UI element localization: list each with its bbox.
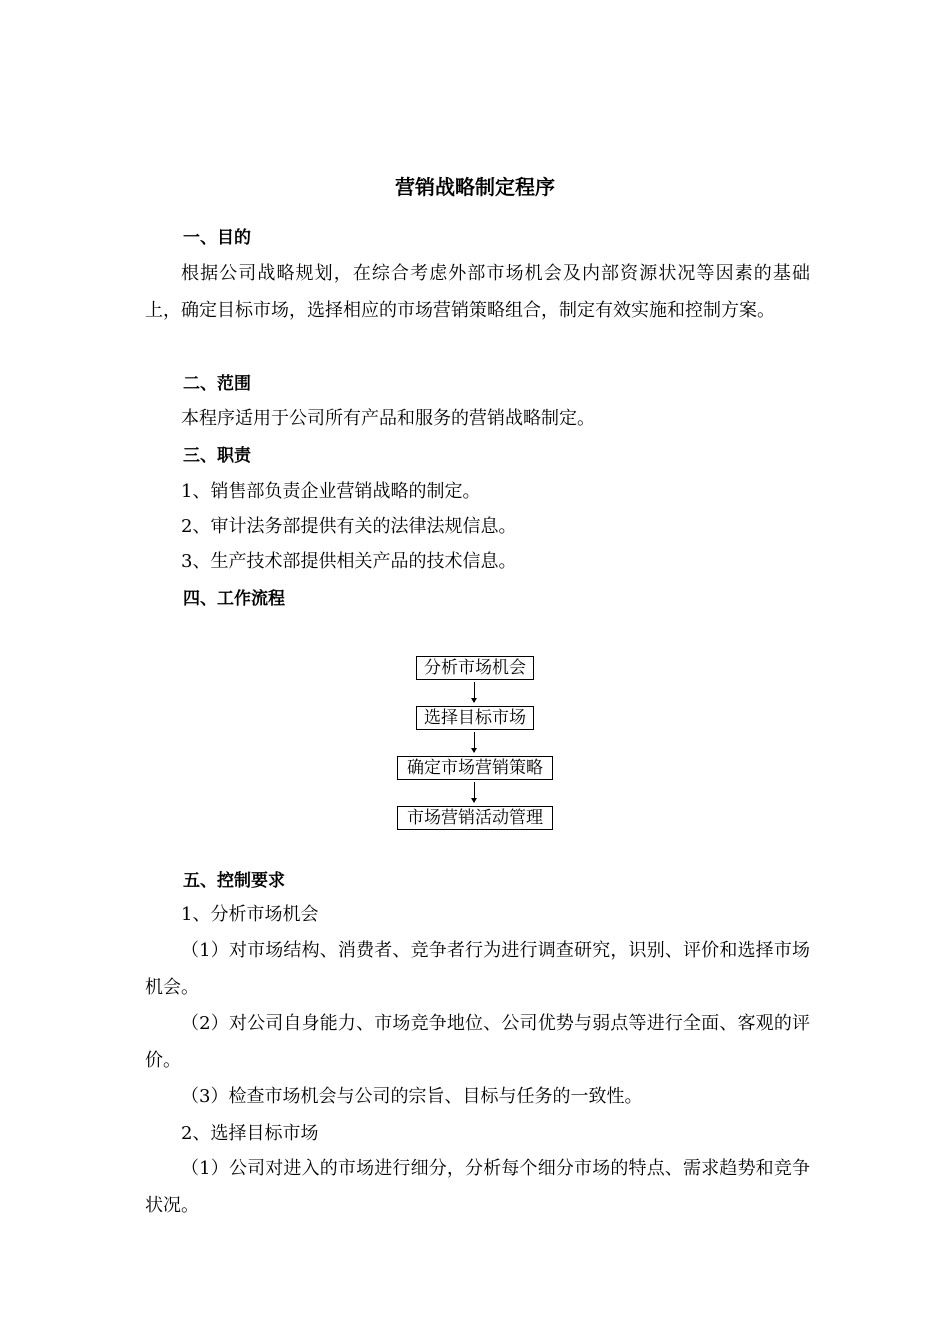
flow-step-marketing-strategy: 确定市场营销策略 [397,756,553,780]
flow-step-select-target: 选择目标市场 [416,706,534,730]
responsibility-item: 2、审计法务部提供有关的法律法规信息。 [181,516,517,537]
flow-arrow [474,782,475,802]
control-paragraph: （3）检查市场机会与公司的宗旨、目标与任务的一致性。 [181,1086,643,1107]
control-paragraph: （2）对公司自身能力、市场竞争地位、公司优势与弱点等进行全面、客观的评价。 [145,1013,810,1071]
section-heading-workflow: 四、工作流程 [183,589,285,609]
responsibility-item: 3、生产技术部提供相关产品的技术信息。 [181,551,517,572]
section-heading-responsibility: 三、职责 [183,446,251,466]
flow-arrow [474,682,475,702]
section-heading-control: 五、控制要求 [183,871,285,891]
flow-step-analyze-market: 分析市场机会 [416,656,534,680]
workflow-diagram [0,650,950,840]
control-paragraph: （1）对市场结构、消费者、竞争者行为进行调查研究，识别、评价和选择市场机会。 [145,940,810,998]
section-text-purpose: 根据公司战略规划，在综合考虑外部市场机会及内部资源状况等因素的基础上，确定目标市场，选择相应的市场营销策略组合，制定有效实施和控制方案。 [145,263,810,321]
document-title: 营销战略制定程序 [395,175,555,199]
control-subheading: 2、选择目标市场 [181,1123,319,1144]
section-text-scope: 本程序适用于公司所有产品和服务的营销战略制定。 [181,408,595,429]
flow-step-activity-management: 市场营销活动管理 [397,806,553,830]
control-paragraph: （1）公司对进入的市场进行细分，分析每个细分市场的特点、需求趋势和竞争状况。 [145,1158,810,1216]
flow-arrow [474,732,475,752]
section-heading-scope: 二、范围 [183,374,251,394]
section-heading-purpose: 一、目的 [183,228,251,248]
control-subheading: 1、分析市场机会 [181,904,319,925]
responsibility-item: 1、销售部负责企业营销战略的制定。 [181,481,481,502]
